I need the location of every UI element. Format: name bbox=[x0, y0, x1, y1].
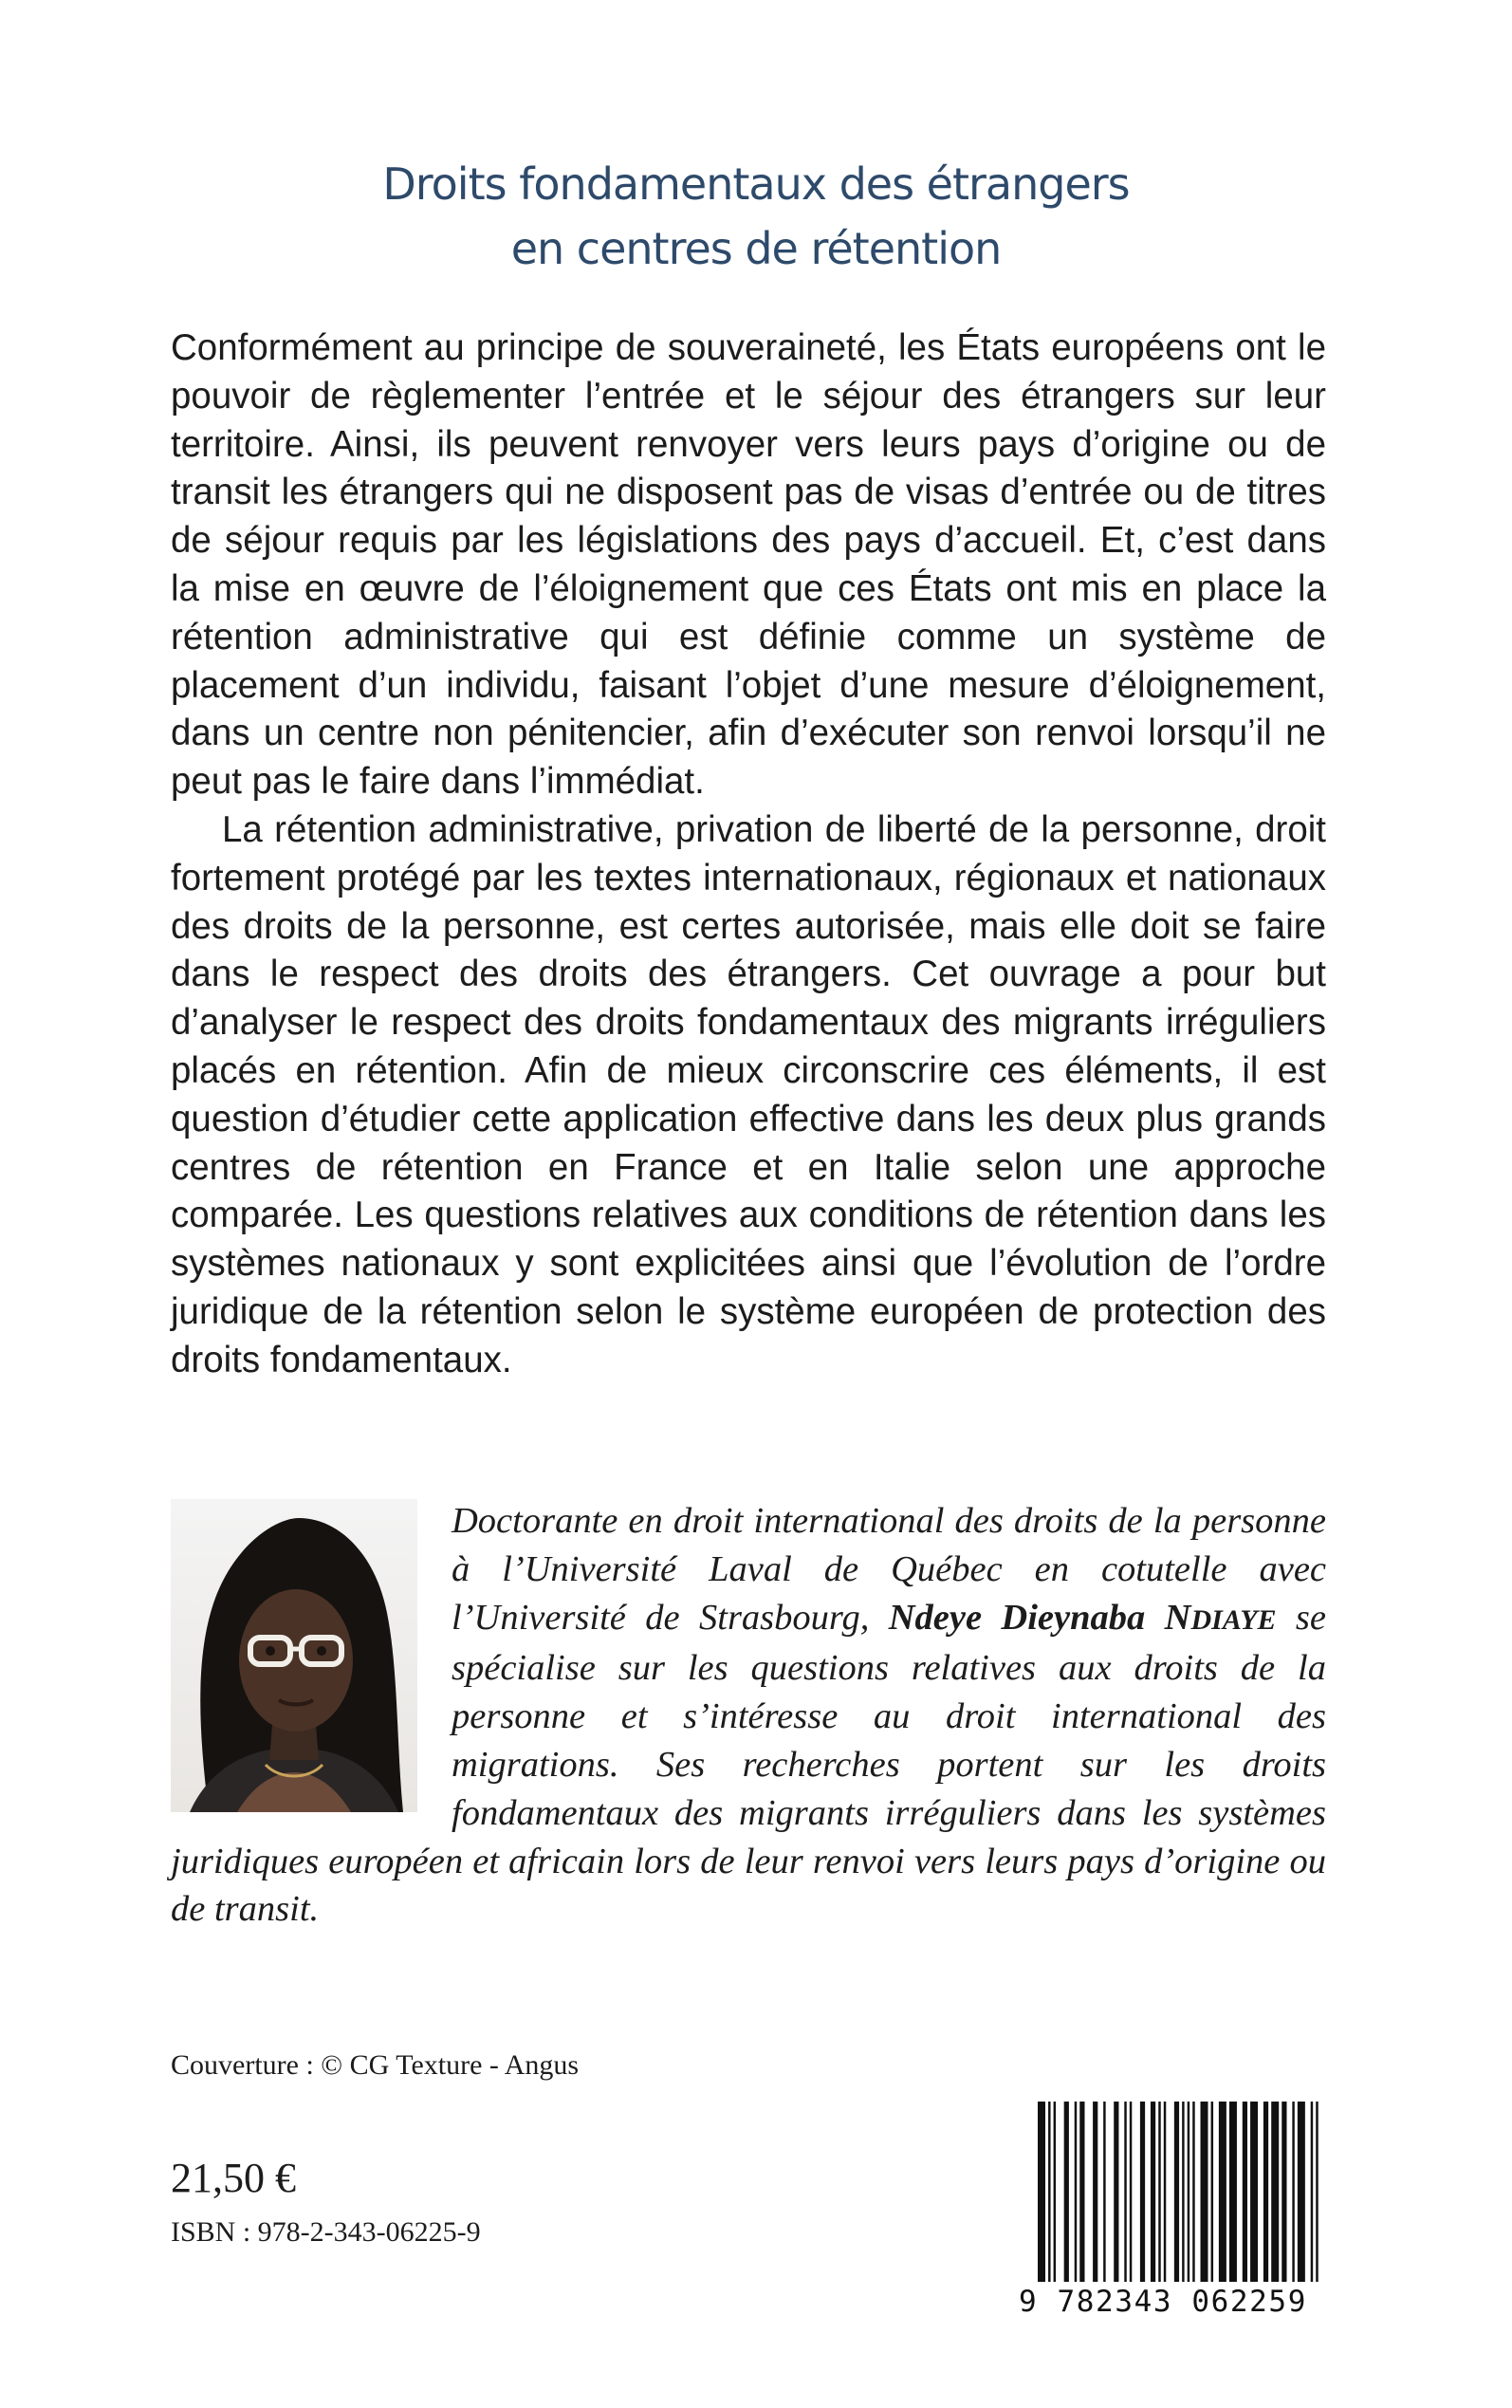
barcode-digits: 9 782343 062259 bbox=[1019, 2285, 1307, 2319]
barcode-bar bbox=[1271, 2102, 1279, 2282]
author-last-name-initial: N bbox=[1164, 1597, 1191, 1638]
barcode-bar bbox=[1201, 2102, 1208, 2282]
bio-text-end: se spécialise sur les questions relatives aux droits de la personne et s’intéresse au droit international des migrations. Ses recherches portent sur les droits fondamentaux des migrants irréguliers dans les systèmes juridiques européen et africain lors de leur renvoi vers leurs pays d’origine ou de transit. bbox=[171, 1597, 1327, 1930]
author-last-name-rest: DIAYE bbox=[1190, 1603, 1277, 1636]
barcode-bar bbox=[1124, 2102, 1126, 2282]
bio-text-start: Doctorante en droit international des droits de la personne à l’Université Laval de Québec en cotutelle avec l’Université de Strasbourg, bbox=[452, 1501, 1326, 1638]
barcode-bar bbox=[1311, 2102, 1313, 2282]
barcode-bar bbox=[1174, 2102, 1179, 2282]
author-portrait-icon bbox=[171, 1499, 417, 1812]
barcode-bar bbox=[1130, 2102, 1132, 2282]
barcode-bar bbox=[1158, 2102, 1160, 2282]
barcode-bar bbox=[1182, 2102, 1184, 2282]
barcode-bar bbox=[1211, 2102, 1213, 2282]
barcode-bar bbox=[1103, 2102, 1105, 2282]
price: 21,50 € bbox=[171, 2155, 296, 2201]
barcode-bar bbox=[1054, 2102, 1056, 2282]
barcode-bar bbox=[1188, 2102, 1189, 2282]
barcode-bar bbox=[1093, 2102, 1097, 2282]
author-photo bbox=[171, 1499, 417, 1812]
barcode-bar bbox=[1048, 2102, 1050, 2282]
barcode-bar bbox=[1282, 2102, 1286, 2282]
cover-credit: Couverture : © CG Texture - Angus bbox=[171, 2049, 580, 2081]
summary-text bbox=[171, 324, 1326, 1385]
barcode-bar bbox=[1075, 2102, 1077, 2282]
barcode-bar bbox=[1164, 2102, 1166, 2282]
barcode-bars-icon bbox=[1038, 2102, 1318, 2282]
barcode-bar bbox=[1298, 2102, 1305, 2282]
barcode-bar bbox=[1263, 2102, 1268, 2282]
barcode-bar bbox=[1038, 2102, 1045, 2282]
barcode-bar bbox=[1316, 2102, 1318, 2282]
barcode-bar bbox=[1064, 2102, 1069, 2282]
barcode-bar bbox=[1219, 2102, 1226, 2282]
title-line-1: Droits fondamentaux des étrangers bbox=[382, 158, 1130, 210]
author-bio bbox=[171, 1497, 1326, 1934]
summary-paragraph-1: Conformément au principe de souveraineté, les États européens ont le pouvoir de règlementer l’entrée et le séjour des étrangers sur leur territoire. Ainsi, ils peuvent renvoyer vers leurs pays d’origine ou de transit les étrangers qui ne disposent pas de visas d’entrée ou de titres de séjour requis par les législations des pays d’accueil. Et, c’est dans la mise en œuvre de l’éloignement que ces États ont mis en place la rétention administrative qui est définie comme un système de placement d’un individu, faisant l’objet d’une mesure d’éloignement, dans un centre non pénitencier, afin d’exécuter son renvoi lorsqu’il ne peut pas le faire dans l’immédiat. bbox=[171, 327, 1326, 803]
barcode-bar bbox=[1229, 2102, 1237, 2282]
author-first-name: Ndeye Dieynaba bbox=[888, 1597, 1146, 1638]
isbn: ISBN : 978-2-343-06225-9 bbox=[171, 2216, 481, 2248]
barcode bbox=[1017, 2102, 1318, 2301]
book-title bbox=[0, 152, 1512, 281]
barcode-bar bbox=[1140, 2102, 1145, 2282]
barcode-bar bbox=[1079, 2102, 1084, 2282]
barcode-bar bbox=[1243, 2102, 1247, 2282]
barcode-bar bbox=[1114, 2102, 1118, 2282]
barcode-bar bbox=[1192, 2102, 1194, 2282]
barcode-bar bbox=[1250, 2102, 1258, 2282]
author-name bbox=[889, 1598, 1277, 1638]
barcode-bar bbox=[1292, 2102, 1294, 2282]
summary-paragraph-2: La rétention administrative, privation de liberté de la personne, droit fortement protégé par les textes internationaux, régionaux et nationaux des droits de la personne, est certes autorisée, mais elle doit se faire dans le respect des droits des étrangers. Cet ouvrage a pour but d’analyser le respect des droits fondamentaux des migrants irréguliers placés en rétention. Afin de mieux circonscrire ces éléments, il est question d’étudier cette application effective dans les deux plus grands centres de rétention en France et en Italie selon une approche comparée. Les questions relatives aux conditions de rétention dans les systèmes nationaux y sont explicitées ainsi que l’évolution de l’ordre juridique de la rétention selon le système européen de protection des droits fondamentaux. bbox=[171, 808, 1326, 1380]
title-line-2: en centres de rétention bbox=[510, 223, 1002, 274]
barcode-bar bbox=[1151, 2102, 1155, 2282]
